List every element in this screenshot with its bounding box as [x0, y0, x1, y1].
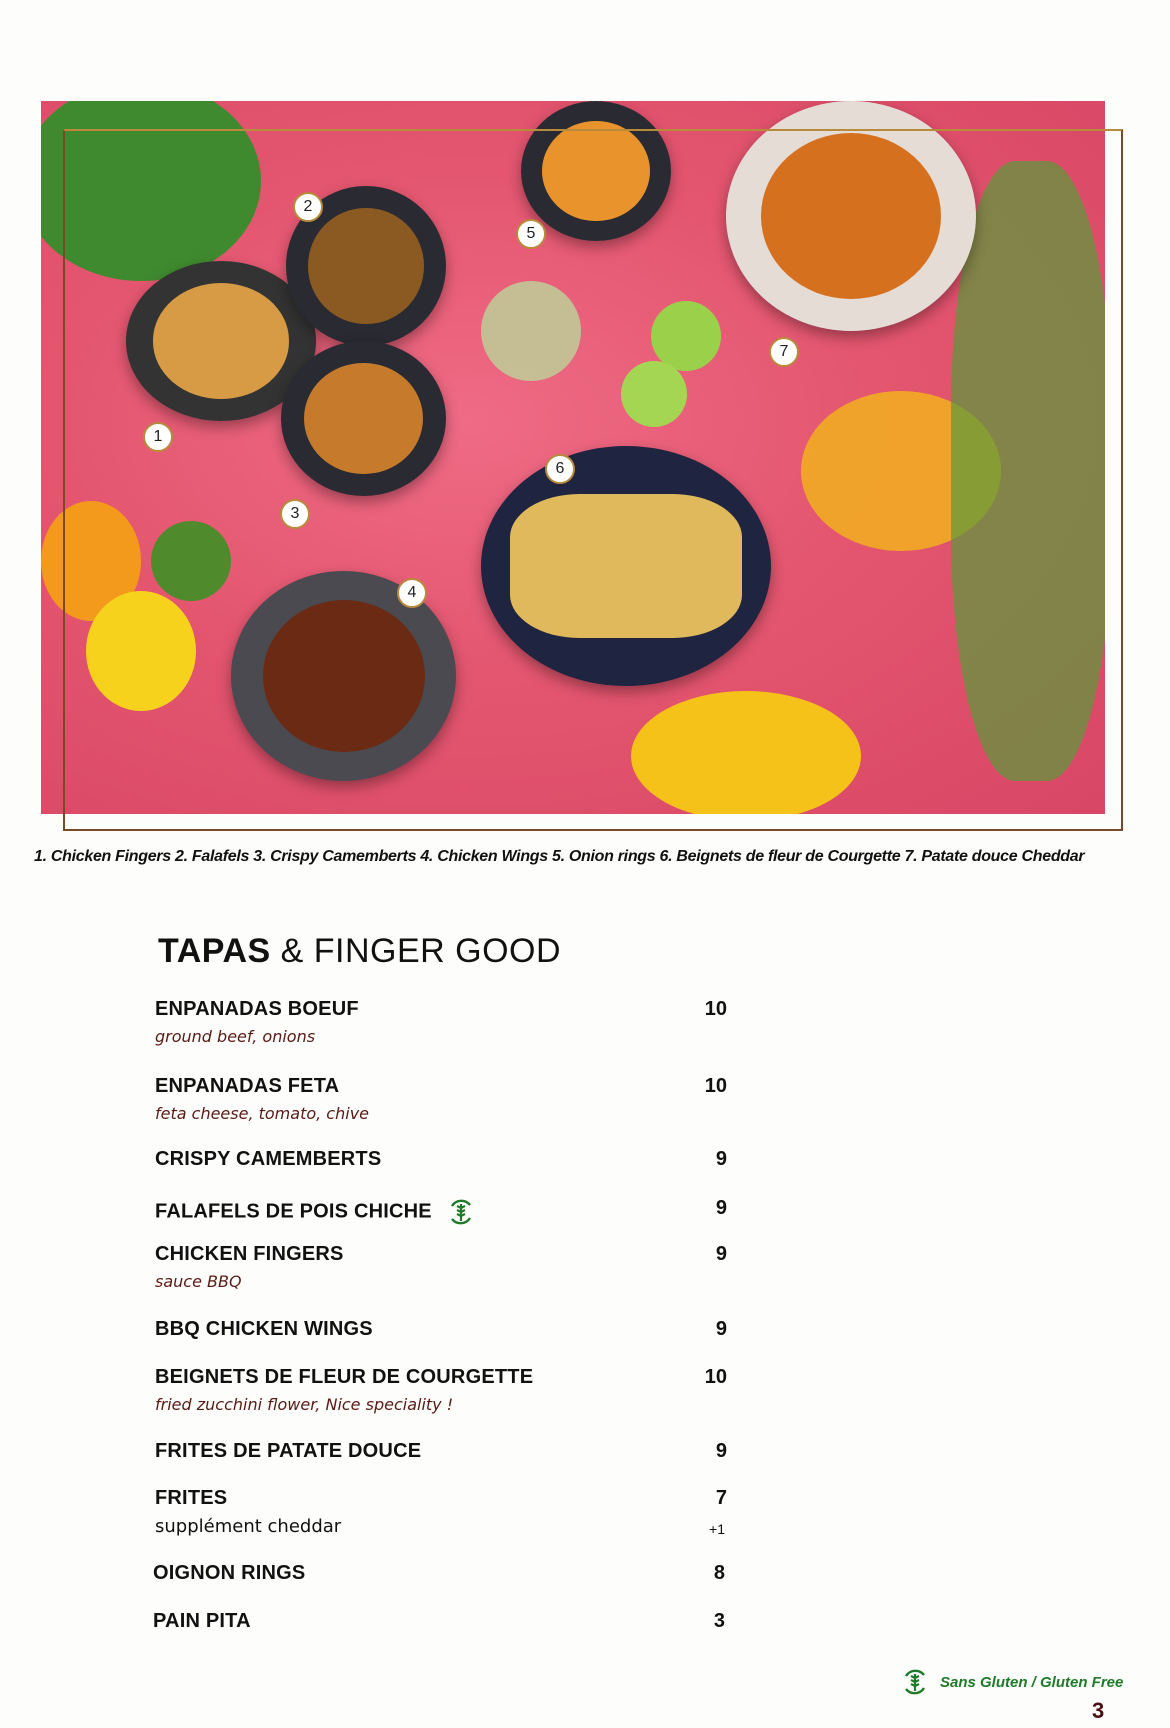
- menu-item: [155, 1197, 727, 1227]
- menu-item: [153, 1610, 725, 1633]
- herbs: [41, 101, 261, 281]
- bowl-camemberts: [281, 341, 446, 496]
- item-price: 10: [704, 998, 727, 1020]
- item-name: ENPANADAS FETA: [155, 1075, 340, 1097]
- item-price: 9: [715, 1197, 727, 1219]
- item-name: ENPANADAS BOEUF: [155, 998, 359, 1020]
- lime: [621, 361, 687, 427]
- plate-sweet-potato-fries: [726, 101, 976, 331]
- lime: [651, 301, 721, 371]
- item-name: CRISPY CAMEMBERTS: [155, 1148, 382, 1170]
- marker-2: 2: [293, 192, 323, 222]
- item-price: 9: [715, 1318, 727, 1340]
- item-price: 9: [715, 1148, 727, 1170]
- item-name: FRITES: [155, 1487, 228, 1509]
- item-name: BEIGNETS DE FLEUR DE COURGETTE: [155, 1366, 534, 1388]
- marker-1: 1: [143, 422, 173, 452]
- menu-item: [155, 1487, 727, 1537]
- section-title: [158, 932, 561, 971]
- item-name: OIGNON RINGS: [153, 1562, 306, 1584]
- item-name: PAIN PITA: [153, 1610, 251, 1632]
- item-desc: sauce BBQ: [155, 1272, 242, 1291]
- item-desc: ground beef, onions: [155, 1027, 316, 1046]
- marker-7: 7: [769, 337, 799, 367]
- legend-label: Sans Gluten / Gluten Free: [940, 1673, 1124, 1691]
- menu-item: [155, 1148, 727, 1171]
- marker-4: 4: [397, 578, 427, 608]
- title-bold: TAPAS: [158, 932, 271, 970]
- menu-item: [153, 1562, 725, 1585]
- item-price: 3: [713, 1610, 725, 1632]
- item-desc: fried zucchini flower, Nice speciality !: [155, 1395, 454, 1414]
- item-name-text: FALAFELS DE POIS CHICHE: [155, 1200, 432, 1223]
- item-name: [155, 1197, 727, 1227]
- page-number: 3: [1092, 1698, 1105, 1723]
- item-extra-price: +1: [709, 1521, 725, 1537]
- photo-caption: 1. Chicken Fingers 2. Falafels 3. Crispy Camemberts 4. Chicken Wings 5. Onion rings 6. Beignets de fleur de Courgette 7. Patate douce Cheddar: [34, 848, 1085, 865]
- item-price: 7: [715, 1487, 727, 1509]
- food-photo: [41, 101, 1105, 814]
- gluten-free-icon: [900, 1667, 930, 1697]
- gluten-free-legend: [900, 1667, 1123, 1697]
- item-price: 9: [715, 1243, 727, 1265]
- item-price: 8: [713, 1562, 725, 1584]
- marker-3: 3: [280, 499, 310, 529]
- chives: [951, 161, 1105, 781]
- menu-item: [155, 1440, 727, 1463]
- menu-item: [155, 1075, 727, 1123]
- wasabi-peas: [481, 281, 581, 381]
- item-name: FRITES DE PATATE DOUCE: [155, 1440, 422, 1462]
- marker-6: 6: [545, 454, 575, 484]
- menu-item: [155, 1243, 727, 1291]
- item-name: BBQ CHICKEN WINGS: [155, 1318, 373, 1340]
- item-price: 9: [715, 1440, 727, 1462]
- plate-beignets: [481, 446, 771, 686]
- item-desc: supplément cheddar: [155, 1516, 342, 1537]
- green-tomato: [151, 521, 231, 601]
- item-price: 10: [704, 1075, 727, 1097]
- lemon: [86, 591, 196, 711]
- menu-item: [155, 1318, 727, 1341]
- item-name: CHICKEN FINGERS: [155, 1243, 344, 1265]
- bowl-onion-rings: [521, 101, 671, 241]
- title-rest: & FINGER GOOD: [270, 932, 562, 970]
- item-price: 10: [704, 1366, 727, 1388]
- marigolds: [631, 691, 861, 814]
- menu-item: [155, 998, 727, 1046]
- gluten-free-icon: [446, 1197, 476, 1227]
- marker-5: 5: [516, 219, 546, 249]
- menu-item: [155, 1366, 727, 1414]
- item-desc: feta cheese, tomato, chive: [155, 1104, 369, 1123]
